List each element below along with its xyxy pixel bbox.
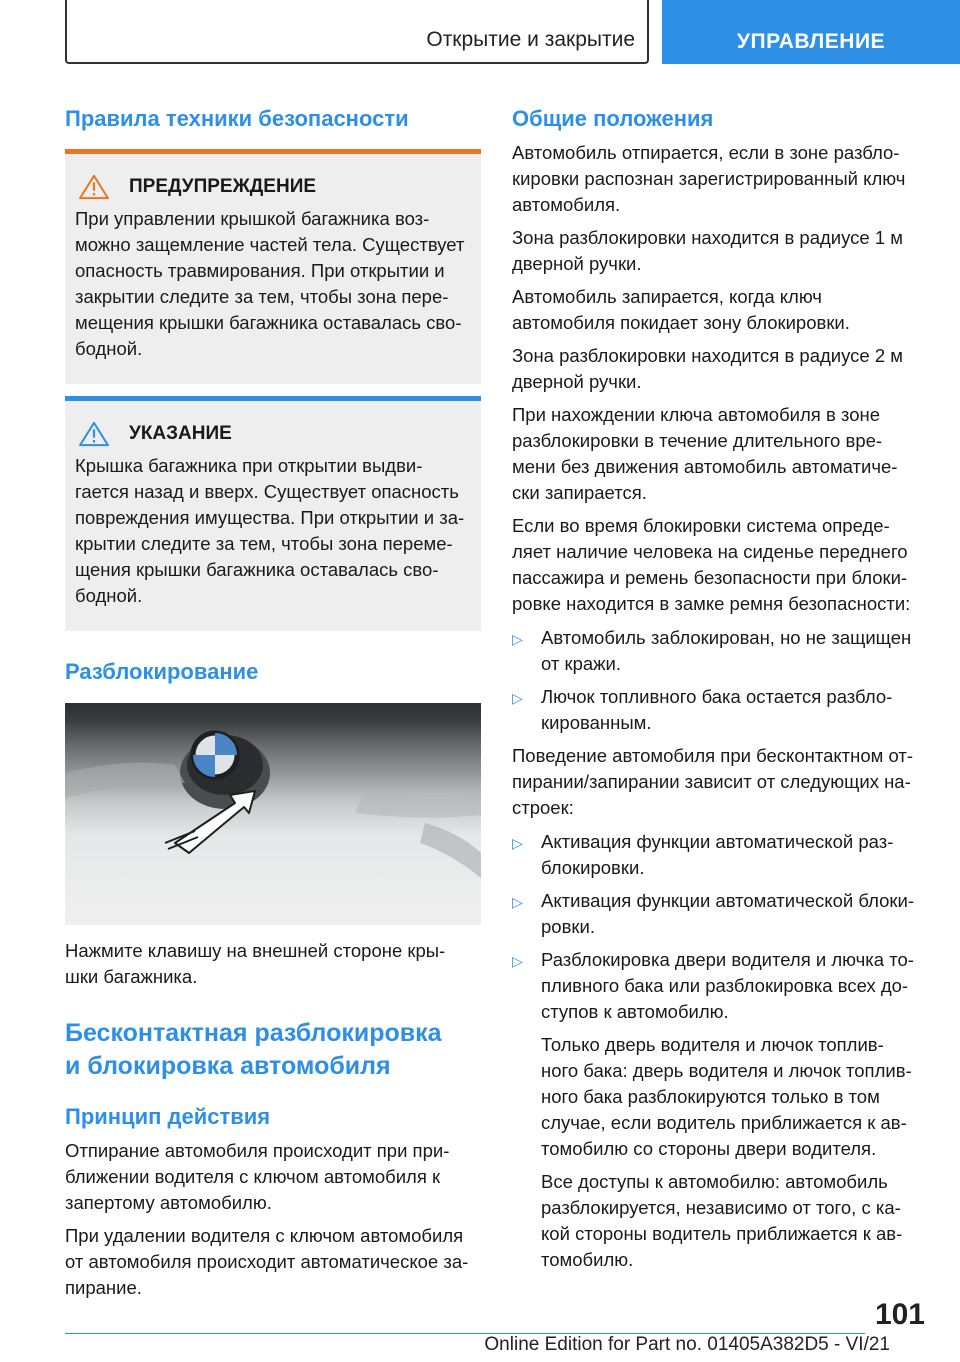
settings-list [512, 829, 928, 1025]
principle-title: Принцип действия [65, 1104, 271, 1129]
warning-triangle-icon [77, 174, 111, 200]
warning-title: ПРЕДУПРЕЖДЕНИЕ [129, 176, 317, 197]
keyless-title: Бесконтактная разблокировка и блокировка автомобиля [65, 1019, 442, 1080]
figure-caption: Нажмите клавишу на внешней стороне кры- шки багажника. [65, 940, 446, 987]
general-paragraph-1: Автомобиль отпирается, если в зоне разбло- кировки распознан зарегистрированный ключ автомобиля. [512, 142, 906, 215]
principle-paragraph-2: При удалении водителя с ключом автомобиля от автомобиля происходит автоматическое за- пирание. [65, 1225, 469, 1298]
triangle-bullet-icon: ▷ [512, 894, 523, 910]
warning-text: При управлении крышкой багажника воз- можно защемление частей тела. Существует опасность травмирования. При открытии и закрытии следите за тем, чтобы зона пере- мещения крышки багажника оставалась сво- бодной. [75, 208, 465, 359]
general-paragraph-4: Зона разблокировки находится в радиусе 2 м дверной ручки. [512, 345, 903, 392]
sub-paragraph-2: Все доступы к автомобилю: автомобиль разблокируется, независимо от того, с ка- кой стороны водитель приближается к ав- томобилю. [541, 1171, 903, 1270]
notice-box [65, 401, 481, 631]
list-item: ▷ Разблокировка двери водителя и лючка то- пливного бака или разблокировка всех до- ступов к автомобилю. [512, 947, 928, 1025]
list-item: ▷ Активация функции автоматической раз- блокировки. [512, 829, 928, 881]
page-number: 101 [874, 1298, 925, 1331]
sub-paragraph-1: Только дверь водителя и лючок топлив- ного бака: дверь водителя и лючок топлив- ного бака разблокируются только в том случае, если водитель приближается к ав- томобилю со стороны двери водителя. [541, 1034, 912, 1159]
notice-triangle-icon [77, 421, 111, 447]
right-column [512, 100, 928, 1273]
triangle-bullet-icon: ▷ [512, 835, 523, 851]
behavior-paragraph: Поведение автомобиля при бесконтактном от- пирании/запирании зависит от следующих на- строек: [512, 745, 914, 818]
trunk-button-figure [65, 703, 481, 925]
trunk-illustration [65, 703, 481, 925]
general-title: Общие положения [512, 106, 714, 131]
list-item: ▷ Активация функции автоматической блоки- ровки. [512, 888, 928, 940]
unlock-title: Разблокирование [65, 659, 259, 684]
general-paragraph-2: Зона разблокировки находится в радиусе 1 м дверной ручки. [512, 227, 903, 274]
general-paragraph-5: При нахождении ключа автомобиля в зоне разблокировки в течение длительного вре- мени без движения автомобиль автоматиче- ски запирается. [512, 404, 898, 503]
general-paragraph-3: Автомобиль запирается, когда ключ автомобиля покидает зону блокировки. [512, 286, 850, 333]
list-item: ▷ Лючок топливного бака остается разбло- кированным. [512, 684, 928, 736]
edition-footer: Online Edition for Part no. 01405A382D5 - VI/21 [484, 1334, 890, 1355]
triangle-bullet-icon: ▷ [512, 690, 523, 706]
safety-title: Правила техники безопасности [65, 106, 409, 131]
principle-paragraph-1: Отпирание автомобиля происходит при при- ближении водителя с ключом автомобиля к запертому автомобилю. [65, 1140, 450, 1213]
notice-text: Крышка багажника при открытии выдви- гается назад и вверх. Существует опасность повреждения имущества. При открытии и за- крытии следите за тем, чтобы зона переме- щения крышки багажника оставалась сво- бодной. [75, 455, 465, 606]
triangle-bullet-icon: ▷ [512, 631, 523, 647]
lock-result-list [512, 625, 928, 736]
triangle-bullet-icon: ▷ [512, 953, 523, 969]
section-subtitle: Открытие и закрытие [426, 28, 635, 51]
warning-box [65, 154, 481, 384]
notice-title: УКАЗАНИЕ [129, 423, 232, 444]
list-item: ▷ Автомобиль заблокирован, но не защищен от кражи. [512, 625, 928, 677]
general-paragraph-6: Если во время блокировки система опреде- ляет наличие человека на сиденье переднего пассажира и ремень безопасности при блоки- ровке находится в замке ремня безопасности: [512, 515, 911, 614]
chapter-tab[interactable]: УПРАВЛЕНИЕ [662, 0, 960, 64]
left-column [65, 100, 481, 1301]
